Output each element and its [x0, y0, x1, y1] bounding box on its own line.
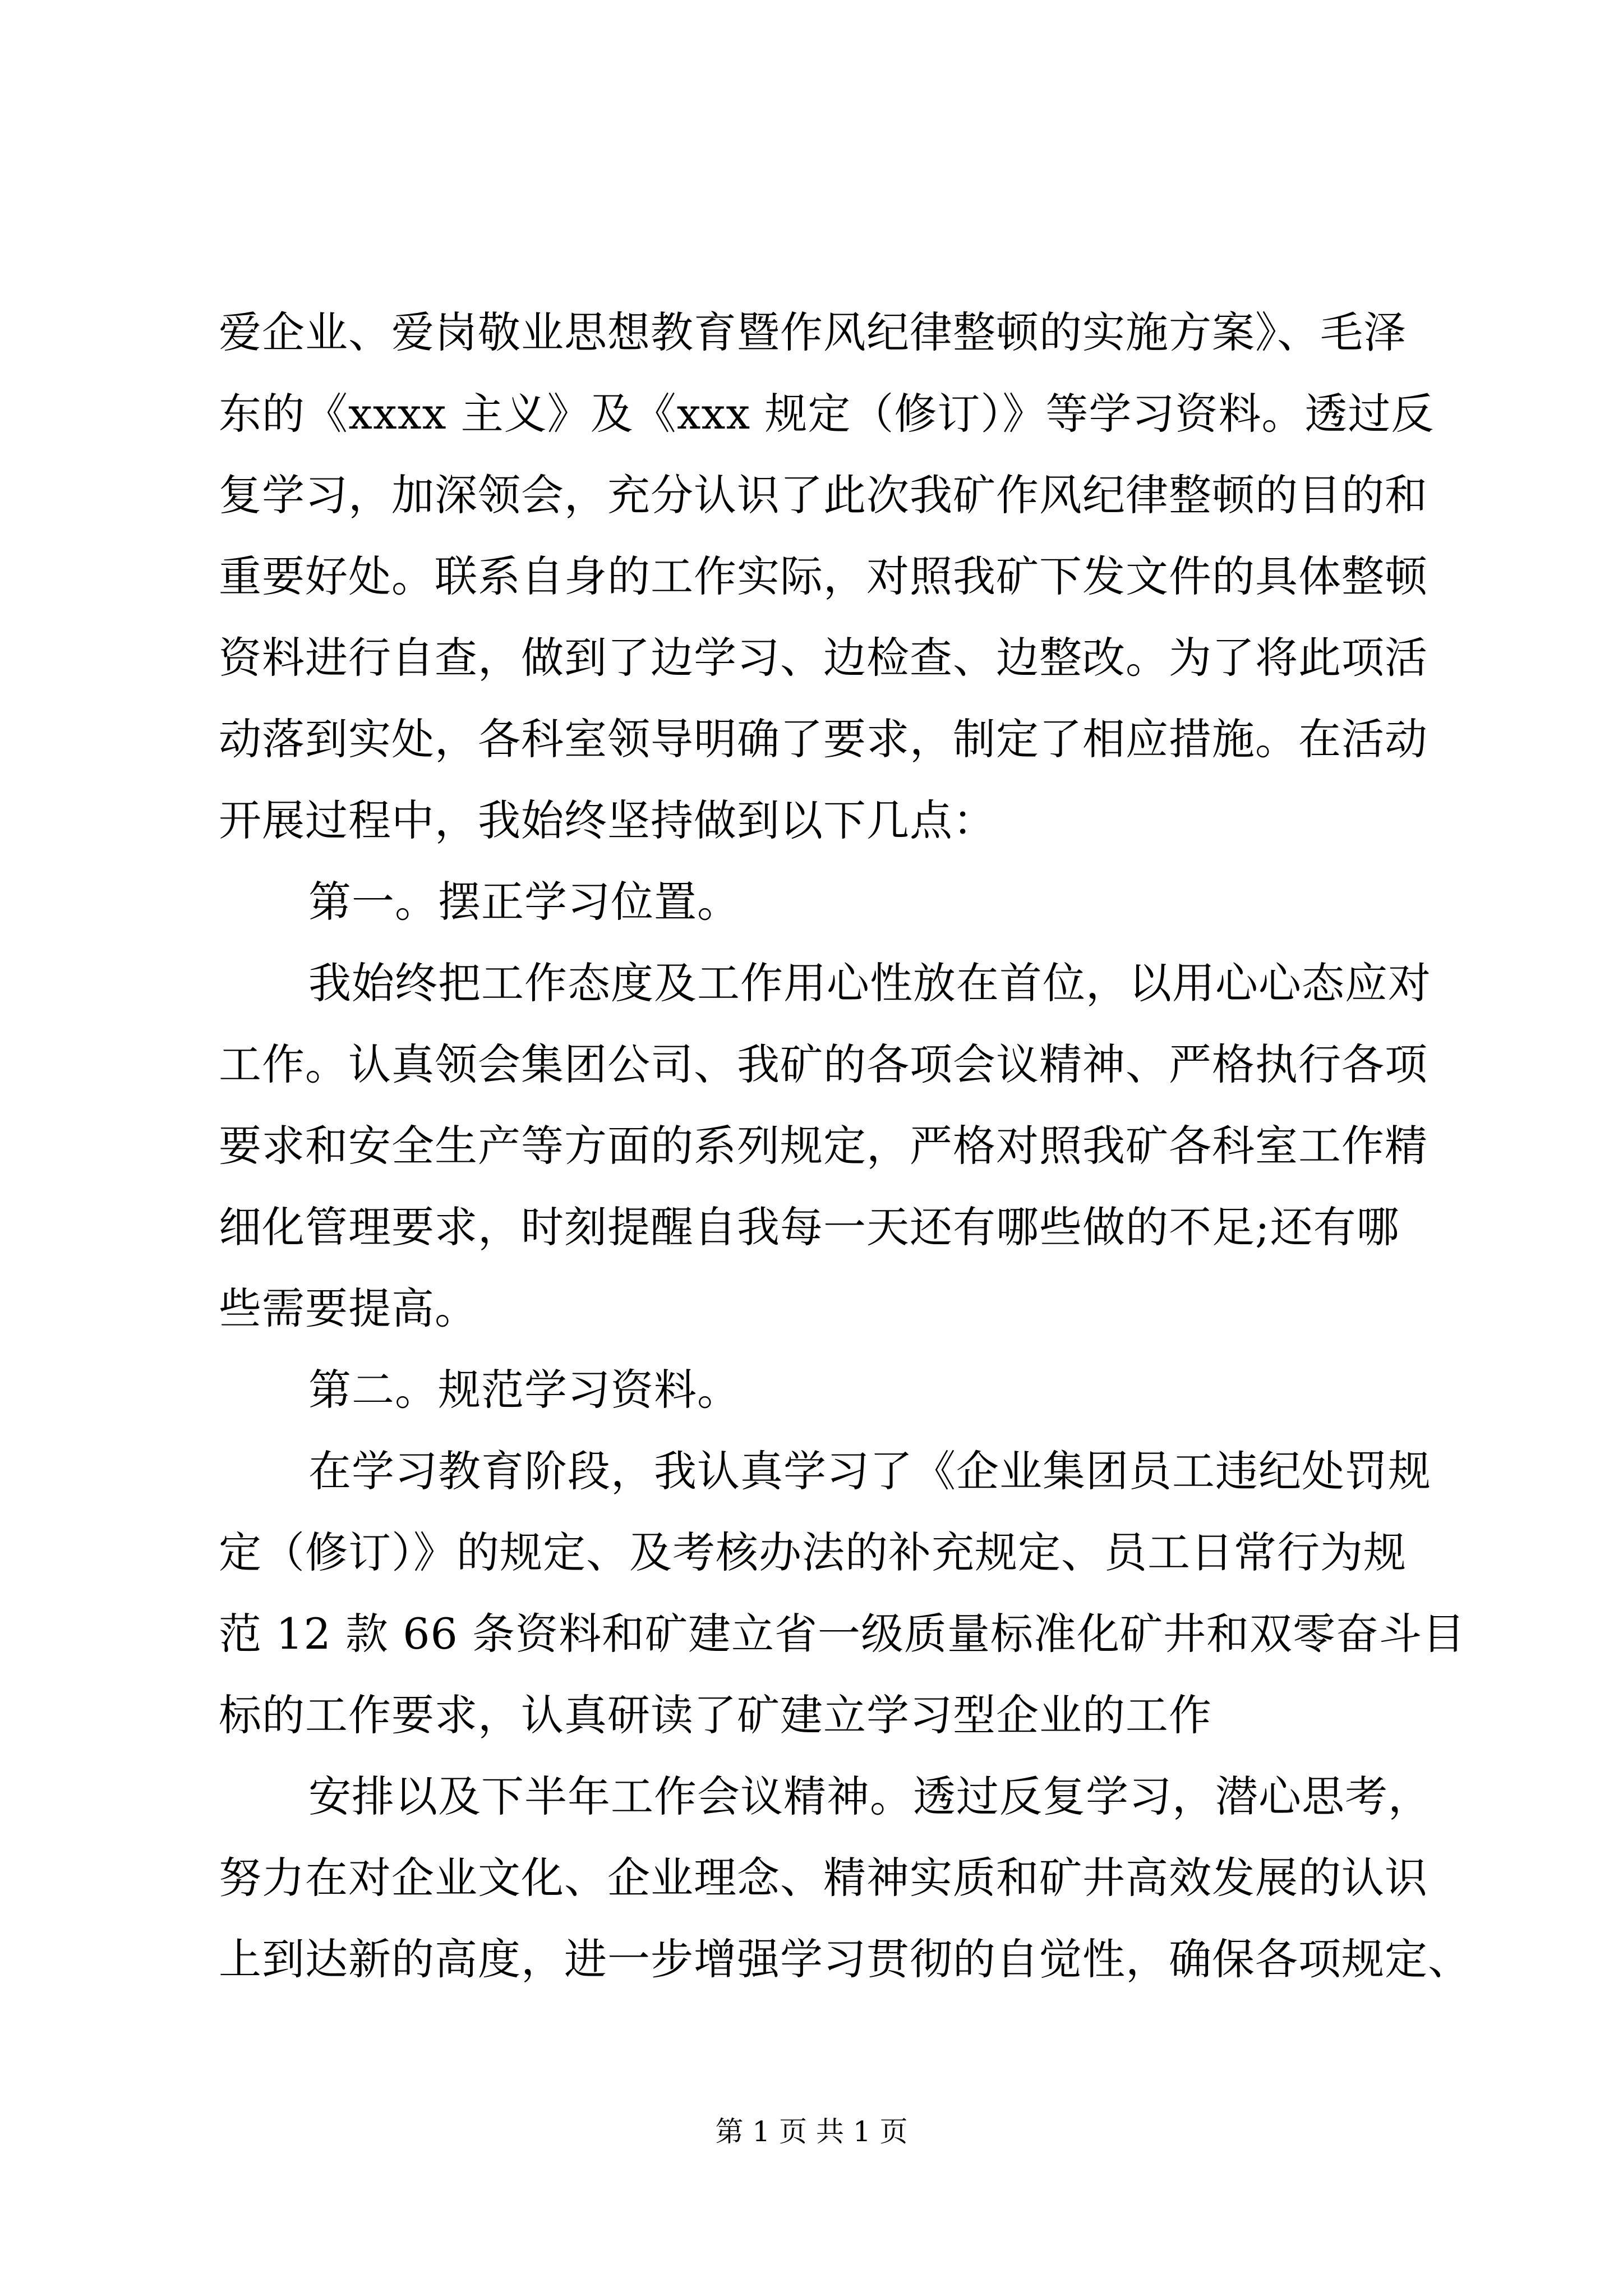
text-line: 爱企业、爱岗敬业思想教育暨作风纪律整顿的实施方案》、毛泽: [219, 307, 1407, 357]
text-line: 我始终把工作态度及工作用心性放在首位，以用心心态应对: [308, 958, 1431, 1008]
text-line: 在学习教育阶段，我认真学习了《企业集团员工违纪处罚规: [308, 1446, 1431, 1496]
text-line: 复学习，加深领会，充分认识了此次我矿作风纪律整顿的目的和: [219, 470, 1428, 520]
text-line: 第二。规范学习资料。: [308, 1365, 740, 1415]
text-line: 工作。认真领会集团公司、我矿的各项会议精神、严格执行各项: [219, 1039, 1428, 1089]
text-line: 开展过程中，我始终坚持做到以下几点：: [219, 795, 996, 845]
text-line: 资料进行自查，做到了边学习、边检查、边整改。为了将此项活: [219, 633, 1428, 683]
page-footer: 第 1 页 共 1 页: [715, 2115, 908, 2148]
text-line: 东的《xxxx 主义》及《xxx 规定（修订）》等学习资料。透过反: [219, 389, 1435, 439]
text-line: 重要好处。联系自身的工作实际，对照我矿下发文件的具体整顿: [219, 551, 1428, 601]
text-line: 动落到实处，各科室领导明确了要求，制定了相应措施。在活动: [219, 714, 1428, 764]
text-line: 努力在对企业文化、企业理念、精神实质和矿井高效发展的认识: [219, 1853, 1428, 1903]
text-line: 上到达新的高度，进一步增强学习贯彻的自觉性，确保各项规定、: [219, 1934, 1471, 1984]
text-line: 范 12 款 66 条资料和矿建立省一级质量标准化矿井和双零奋斗目: [219, 1609, 1466, 1659]
text-line: 安排以及下半年工作会议精神。透过反复学习，潜心思考，: [308, 1772, 1431, 1821]
text-line: 些需要提高。: [219, 1283, 478, 1333]
document-body: [219, 292, 1471, 2000]
text-line: 标的工作要求，认真研读了矿建立学习型企业的工作: [219, 1690, 1212, 1740]
text-line: 细化管理要求，时刻提醒自我每一天还有哪些做的不足;还有哪: [219, 1202, 1400, 1252]
text-line: 定（修订）》的规定、及考核办法的补充规定、员工日常行为规: [219, 1527, 1407, 1577]
text-line: 要求和安全生产等方面的系列规定，严格对照我矿各科室工作精: [219, 1121, 1428, 1171]
text-line: 第一。摆正学习位置。: [308, 877, 740, 927]
